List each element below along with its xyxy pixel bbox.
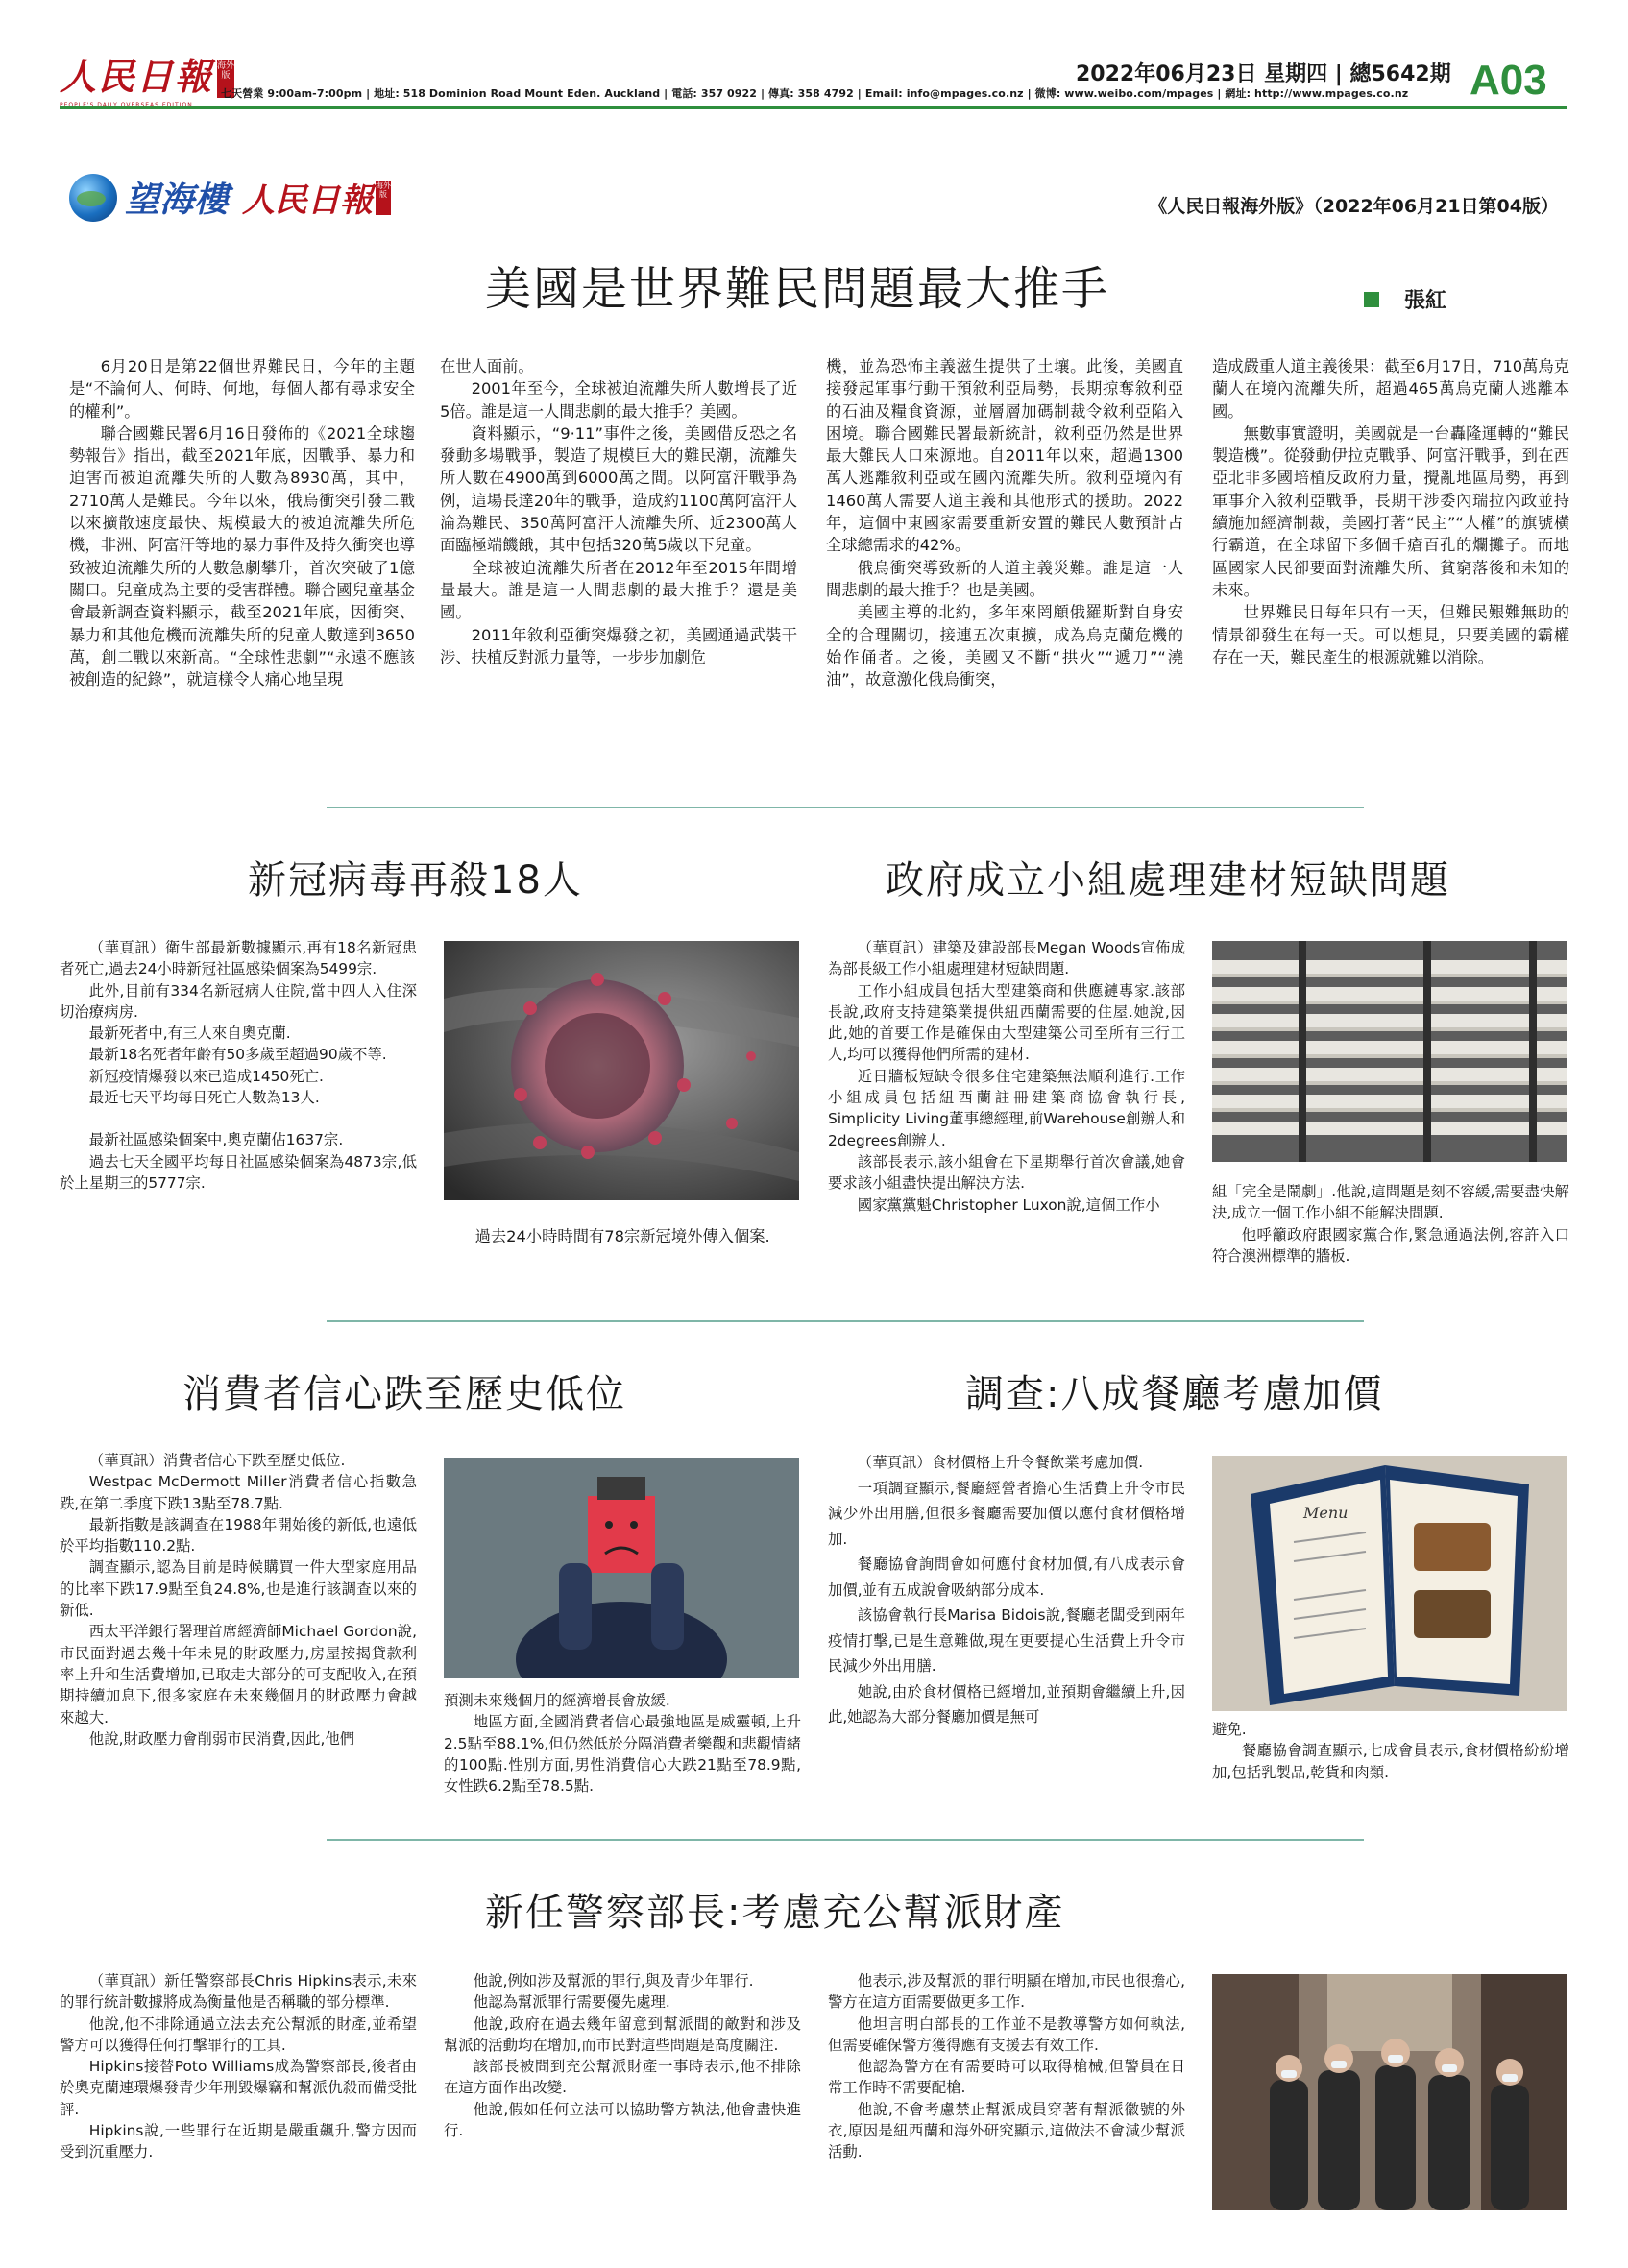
paragraph: 最近七天平均每日死亡人數為13人. xyxy=(88,1089,320,1107)
paragraph: 預測未來幾個月的經濟增長會放緩. xyxy=(444,1692,670,1709)
article-headline: 美國是世界難民問題最大推手 xyxy=(485,262,1110,316)
article-headline: 新冠病毒再殺18人 xyxy=(248,858,583,903)
paragraph: 國家黨黨魁Christopher Luxon說,這個工作小 xyxy=(857,1195,1160,1214)
paragraph: 機，並為恐怖主義滋生提供了土壤。此後，美國直接發起軍事行動干預敘利亞局勢，長期掠奪敘利亞的石油及糧食資源，並層層加碼制裁令敘利亞陷入困境。聯合國難民署最新統計，敘利亞仍然是世界最大難民人口來源地。自2011年以來，超過1300萬人逃離敘利亞或在國內流離失所。敘利亞境內有1460萬人需要人道主義和其他形式的援助。2022年，這個中東國家需要重新安置的難民人數預計占全球總需求的42%。 xyxy=(826,357,1183,555)
paragraph xyxy=(60,1108,417,1129)
masthead-logo xyxy=(60,56,234,98)
paper-seal: 海外版 xyxy=(217,60,234,98)
paragraph: 新冠疫情爆發以來已造成1450死亡. xyxy=(88,1067,324,1085)
article4-caption xyxy=(444,1690,801,1797)
paper-name: 人民日報 xyxy=(60,55,214,98)
paragraph: 2001年至今，全球被迫流離失所人數增長了近5倍。誰是這一人間悲劇的最大推手？美國。 xyxy=(440,379,797,421)
paragraph: 造成嚴重人道主義後果：截至6月17日，710萬烏克蘭人在境內流離失所，超過465萬烏克蘭人逃離本國。 xyxy=(1212,357,1569,421)
article5-text xyxy=(828,1450,1185,1730)
article2-text xyxy=(60,937,417,1194)
paragraph: 他說,假如任何立法可以協助警方執法,他會盡快進行. xyxy=(444,2100,801,2140)
article-headline: 新任警察部長:考慮充公幫派財產 xyxy=(485,1891,1065,1935)
section-divider xyxy=(327,1839,1364,1841)
article1-column-1 xyxy=(69,355,415,690)
paragraph: 他說,他不排除通過立法去充公幫派的財產,並希望警方可以獲得任何打擊罪行的工具. xyxy=(60,2015,417,2054)
paragraph: 他呼籲政府跟國家黨合作,緊急通過法例,容許入口符合澳洲標準的牆板. xyxy=(1212,1225,1569,1265)
paragraph: 西太平洋銀行署理首席經濟師Michael Gordon說,市民面對過去幾十年未見的財政壓力,房屋按揭貸款利率上升和生活費增加,已取走大部分的可支配收入,在預期持續加息下,很多家庭在未來幾個月的財政壓力會越來越大. xyxy=(60,1623,417,1726)
paragraph: 最新18名死者年齡有50多歲至超過90歲不等. xyxy=(88,1046,387,1064)
building-materials-photo xyxy=(1212,941,1567,1162)
article1-column-3 xyxy=(826,355,1183,690)
paragraph: 美國主導的北約，多年來罔顧俄羅斯對自身安全的合理關切，接連五次東擴，成為烏克蘭危機的始作俑者。之後，美國又不斷“拱火”“遞刀”“澆油”，故意激化俄烏衝突， xyxy=(826,603,1183,689)
paragraph: Westpac McDermott Miller消費者信心指數急跌,在第二季度下跌13點至78.7點. xyxy=(60,1473,417,1512)
paragraph: 過去七天全國平均每日社區感染個案為4873宗,低於上星期三的5777宗. xyxy=(60,1152,417,1192)
paragraph: 最新死者中,有三人來自奧克蘭. xyxy=(88,1025,291,1043)
article4-text xyxy=(60,1450,417,1749)
source-paper-seal: 海外版 xyxy=(376,181,391,215)
article-headline: 政府成立小組處理建材短缺問題 xyxy=(886,858,1450,903)
paragraph: （華頁訊）建築及建設部長Megan Woods宣佈成為部長級工作小組處理建材短缺問題. xyxy=(828,939,1185,978)
article-headline: 調查:八成餐廳考慮加價 xyxy=(965,1372,1384,1416)
author-name: 張紅 xyxy=(1404,289,1447,313)
paragraph: （華頁訊）新任警察部長Chris Hipkins表示,未來的罪行統計數據將成為衡量他是否稱職的部分標準. xyxy=(60,1972,417,2012)
article1-column-2 xyxy=(440,355,797,668)
page-number: A03 xyxy=(1470,57,1547,104)
header-info-line: 七天營業 9:00am-7:00pm | 地址: 518 Dominion Road Mount Eden. Auckland | 電話: 357 0922 | 傳真: 358 4792 | Email: info@mpages.co.nz | 微博: www.weibo.com/mpages | 網址: http://www.mpages.co.nz xyxy=(221,87,1409,100)
section-divider xyxy=(327,807,1364,808)
article6-column-2 xyxy=(444,1970,801,2141)
paragraph: 6月20日是第22個世界難民日，今年的主題是“不論何人、何時、何地，每個人都有尋求安全的權利”。 xyxy=(69,357,415,421)
photo-caption xyxy=(444,1225,799,1247)
header-divider xyxy=(60,106,1567,109)
paragraph: 最新指數是該調查在1988年開始後的新低,也遠低於平均指數110.2點. xyxy=(60,1515,417,1556)
paragraph: 他表示,涉及幫派的罪行明顯在增加,市民也很擔心,警方在這方面需要做更多工作. xyxy=(828,1972,1185,2012)
paragraph: 無數事實證明，美國就是一台轟隆運轉的“難民製造機”。從發動伊拉克戰爭、阿富汗戰爭，到在西亞北非多國培植反政府力量，攪亂地區局勢，再到軍事介入敘利亞戰爭，長期干涉委內瑞拉內政並持續施加經濟制裁，美國打著“民主”“人權”的旗號橫行霸道，在全球留下多個千瘡百孔的爛攤子。而地區國家人民卻要面對流離失所、貧窮落後和未知的未來。 xyxy=(1212,423,1569,599)
article1-column-4 xyxy=(1212,355,1569,668)
paragraph: 該協會執行長Marisa Bidois說,餐廳老闆受到兩年疫情打擊,已是生意難做,現在更要提心生活費上升令市民減少外出用膳. xyxy=(828,1606,1185,1675)
paragraph: 工作小組成員包括大型建築商和供應鏈專家.該部長說,政府支持建築業提供紐西蘭需要的住屋.她說,因此,她的首要工作是確保由大型建築公司至所有三行工人,均可以獲得他們所需的建材. xyxy=(828,981,1185,1064)
paragraph: 最新社區感染個案中,奧克蘭佔1637宗. xyxy=(88,1131,344,1149)
paragraph: 該部長表示,該小組會在下星期舉行首次會議,她會要求該小組盡快提出解決方法. xyxy=(828,1152,1185,1193)
paragraph: 組「完全是鬧劇」.他說,這問題是刻不容緩,需要盡快解決,成立一個工作小組不能解決問題. xyxy=(1212,1183,1569,1222)
paragraph: 一項調查顯示,餐廳經營者擔心生活費上升令市民減少外出用膳,但很多餐廳需要加價以應付食材價格增加. xyxy=(828,1479,1185,1548)
paragraph: 該部長被問到充公幫派財產一事時表示,他不排除在這方面作出改變. xyxy=(444,2058,801,2097)
article5-caption xyxy=(1212,1719,1569,1783)
paragraph: 他說,不會考慮禁止幫派成員穿著有幫派徽號的外衣,原因是紐西蘭和海外研究顯示,這做法不會減少幫派活動. xyxy=(828,2100,1185,2161)
article3-caption xyxy=(1212,1181,1569,1267)
paragraph: 資料顯示，“9·11”事件之後，美國借反恐之名發動多場戰爭，製造了規模巨大的難民潮，流離失所人數在4900萬到6000萬之間。以阿富汗戰爭為例，這場長達20年的戰爭，造成約1100萬阿富汗人淪為難民、350萬阿富汗人流離失所、近2300萬人面臨極端饑餓，其中包括320萬5歲以下兒童。 xyxy=(440,423,797,555)
warehouse-illustration xyxy=(1212,941,1567,1162)
paragraph: 近日牆板短缺令很多住宅建築無法順利進行.工作小組成員包括紐西蘭註冊建築商協會執行長, Simplicity Living董事總經理,前Warehouse創辦人和2degrees創辦人. xyxy=(828,1067,1185,1149)
wanghailou-logo xyxy=(69,173,391,222)
paragraph: 他認為幫派罪行需要優先處理. xyxy=(473,1993,670,2012)
paragraph: 地區方面,全國消費者信心最強地區是威靈頓,上升2.5點至88.1%,但仍然低於分隔消費者樂觀和悲觀情緒的100點.性別方面,男性消費信心大跌21點至78.9點,女性跌6.2點至78.5點. xyxy=(444,1713,801,1796)
paragraph: 他說,政府在過去幾年留意到幫派間的敵對和涉及幫派的活動均在增加,而市民對這些問題是高度關注. xyxy=(444,2015,801,2054)
menu-title: Menu xyxy=(1303,1504,1349,1522)
paragraph: 世界難民日每年只有一天，但難民艱難無助的情景卻發生在每一天。可以想見，只要美國的霸權存在一天，難民產生的根源就難以消除。 xyxy=(1212,603,1569,666)
paragraph: 聯合國難民署6月16日發佈的《2021全球趨勢報告》指出，截至2021年底，因戰爭、暴力和迫害而被迫流離失所的人數為8930萬，其中，2710萬人是難民。今年以來，俄烏衝突引發二戰以來擴散速度最快、規模最大的被迫流離失所危機，非洲、阿富汗等地的暴力事件及持久衝突也導致被迫流離失所的人數急劇攀升，首次突破了1億關口。兒童成為主要的受害群體。聯合國兒童基金會最新調查資料顯示，截至2021年底，因衝突、暴力和其他危機而流離失所的兒童人數達到3650萬，創二戰以來新高。“全球性悲劇”“永遠不應該被創造的紀錄”，就這樣令人痛心地呈現 xyxy=(69,423,415,689)
paragraph: 餐廳協會詢問會如何應付食材加價,有八成表示會加價,並有五成說會吸納部分成本. xyxy=(828,1556,1185,1599)
virus-photo xyxy=(444,941,799,1200)
caption-text: 過去24小時時間有78宗新冠境外傳入個案. xyxy=(474,1227,770,1245)
paragraph: （華頁訊）食材價格上升令餐飲業考慮加價. xyxy=(857,1454,1144,1471)
issue-date: 2022年06月23日 星期四 | 總5642期 xyxy=(1076,62,1451,86)
street-crowd-photo xyxy=(1212,1974,1567,2210)
article6-column-3 xyxy=(828,1970,1185,2163)
byline xyxy=(1364,284,1446,314)
paragraph: （華頁訊）消費者信心下跌至歷史低位. xyxy=(88,1452,346,1469)
paragraph: 餐廳協會調查顯示,七成會員表示,食材價格紛紛增加,包括乳製品,乾貨和肉類. xyxy=(1212,1742,1569,1781)
paragraph: 俄烏衝突導致新的人道主義災難。誰是這一人間悲劇的最大推手？也是美國。 xyxy=(826,558,1183,599)
virus-illustration xyxy=(444,941,799,1200)
paragraph: 調查顯示,認為目前是時候購買一件大型家庭用品的比率下跌17.9點至負24.8%,也是進行該調查以來的新低. xyxy=(60,1558,417,1620)
paragraph: 他認為警方在有需要時可以取得槍械,但警員在日常工作時不需要配槍. xyxy=(828,2058,1185,2097)
article-headline: 消費者信心跌至歷史低位 xyxy=(182,1372,626,1416)
paragraph: 她說,由於食材價格已經增加,並預期會繼續上升,因此,她認為大部分餐廳加價是無可 xyxy=(828,1682,1185,1725)
paragraph: 他說,財政壓力會削弱市民消費,因此,他們 xyxy=(88,1729,355,1748)
crowd-illustration xyxy=(1212,1974,1567,2210)
source-citation: 《人民日報海外版》（2022年06月21日第04版） xyxy=(1149,196,1559,217)
paragraph: Hipkins接替Poto Williams成為警察部長,後者由於奧克蘭連環爆發青少年刑毀爆竊和幫派仇殺而備受批評. xyxy=(60,2058,417,2118)
source-paper-logo: 人民日報 xyxy=(242,181,374,220)
restaurant-menu-photo xyxy=(1212,1456,1567,1711)
section-divider xyxy=(327,1320,1364,1322)
paragraph: 在世人面前。 xyxy=(440,357,534,375)
paragraph: 他說,例如涉及幫派的罪行,與及青少年罪行. xyxy=(473,1972,754,1990)
paragraph: 2011年敘利亞衝突爆發之初，美國通過武裝干涉、扶植反對派力量等，一步步加劇危 xyxy=(440,625,797,666)
sad-person-illustration xyxy=(444,1458,799,1678)
paragraph: （華頁訊）衛生部最新數據顯示,再有18名新冠患者死亡,過去24小時新冠社區感染個案為5499宗. xyxy=(60,939,417,978)
article3-text xyxy=(828,937,1185,1216)
article6-column-1 xyxy=(60,1970,417,2163)
globe-icon xyxy=(69,174,117,222)
paragraph: 他坦言明白部長的工作並不是教導警方如何執法,但需要確保警方獲得應有支援去有效工作. xyxy=(828,2015,1185,2054)
column-brand: 望海樓 xyxy=(125,180,230,220)
sad-face-photo xyxy=(444,1458,799,1678)
paragraph: Hipkins說,一些罪行在近期是嚴重飆升,警方因而受到沉重壓力. xyxy=(60,2122,417,2161)
paragraph: 全球被迫流離失所者在2012年至2015年間增量最大。誰是這一人間悲劇的最大推手？還是美國。 xyxy=(440,558,797,622)
paragraph: 此外,目前有334名新冠病人住院,當中四人入住深切治療病房. xyxy=(60,981,417,1021)
paragraph: 避免. xyxy=(1212,1721,1247,1738)
menu-illustration xyxy=(1212,1456,1567,1711)
byline-square-icon xyxy=(1364,292,1379,307)
